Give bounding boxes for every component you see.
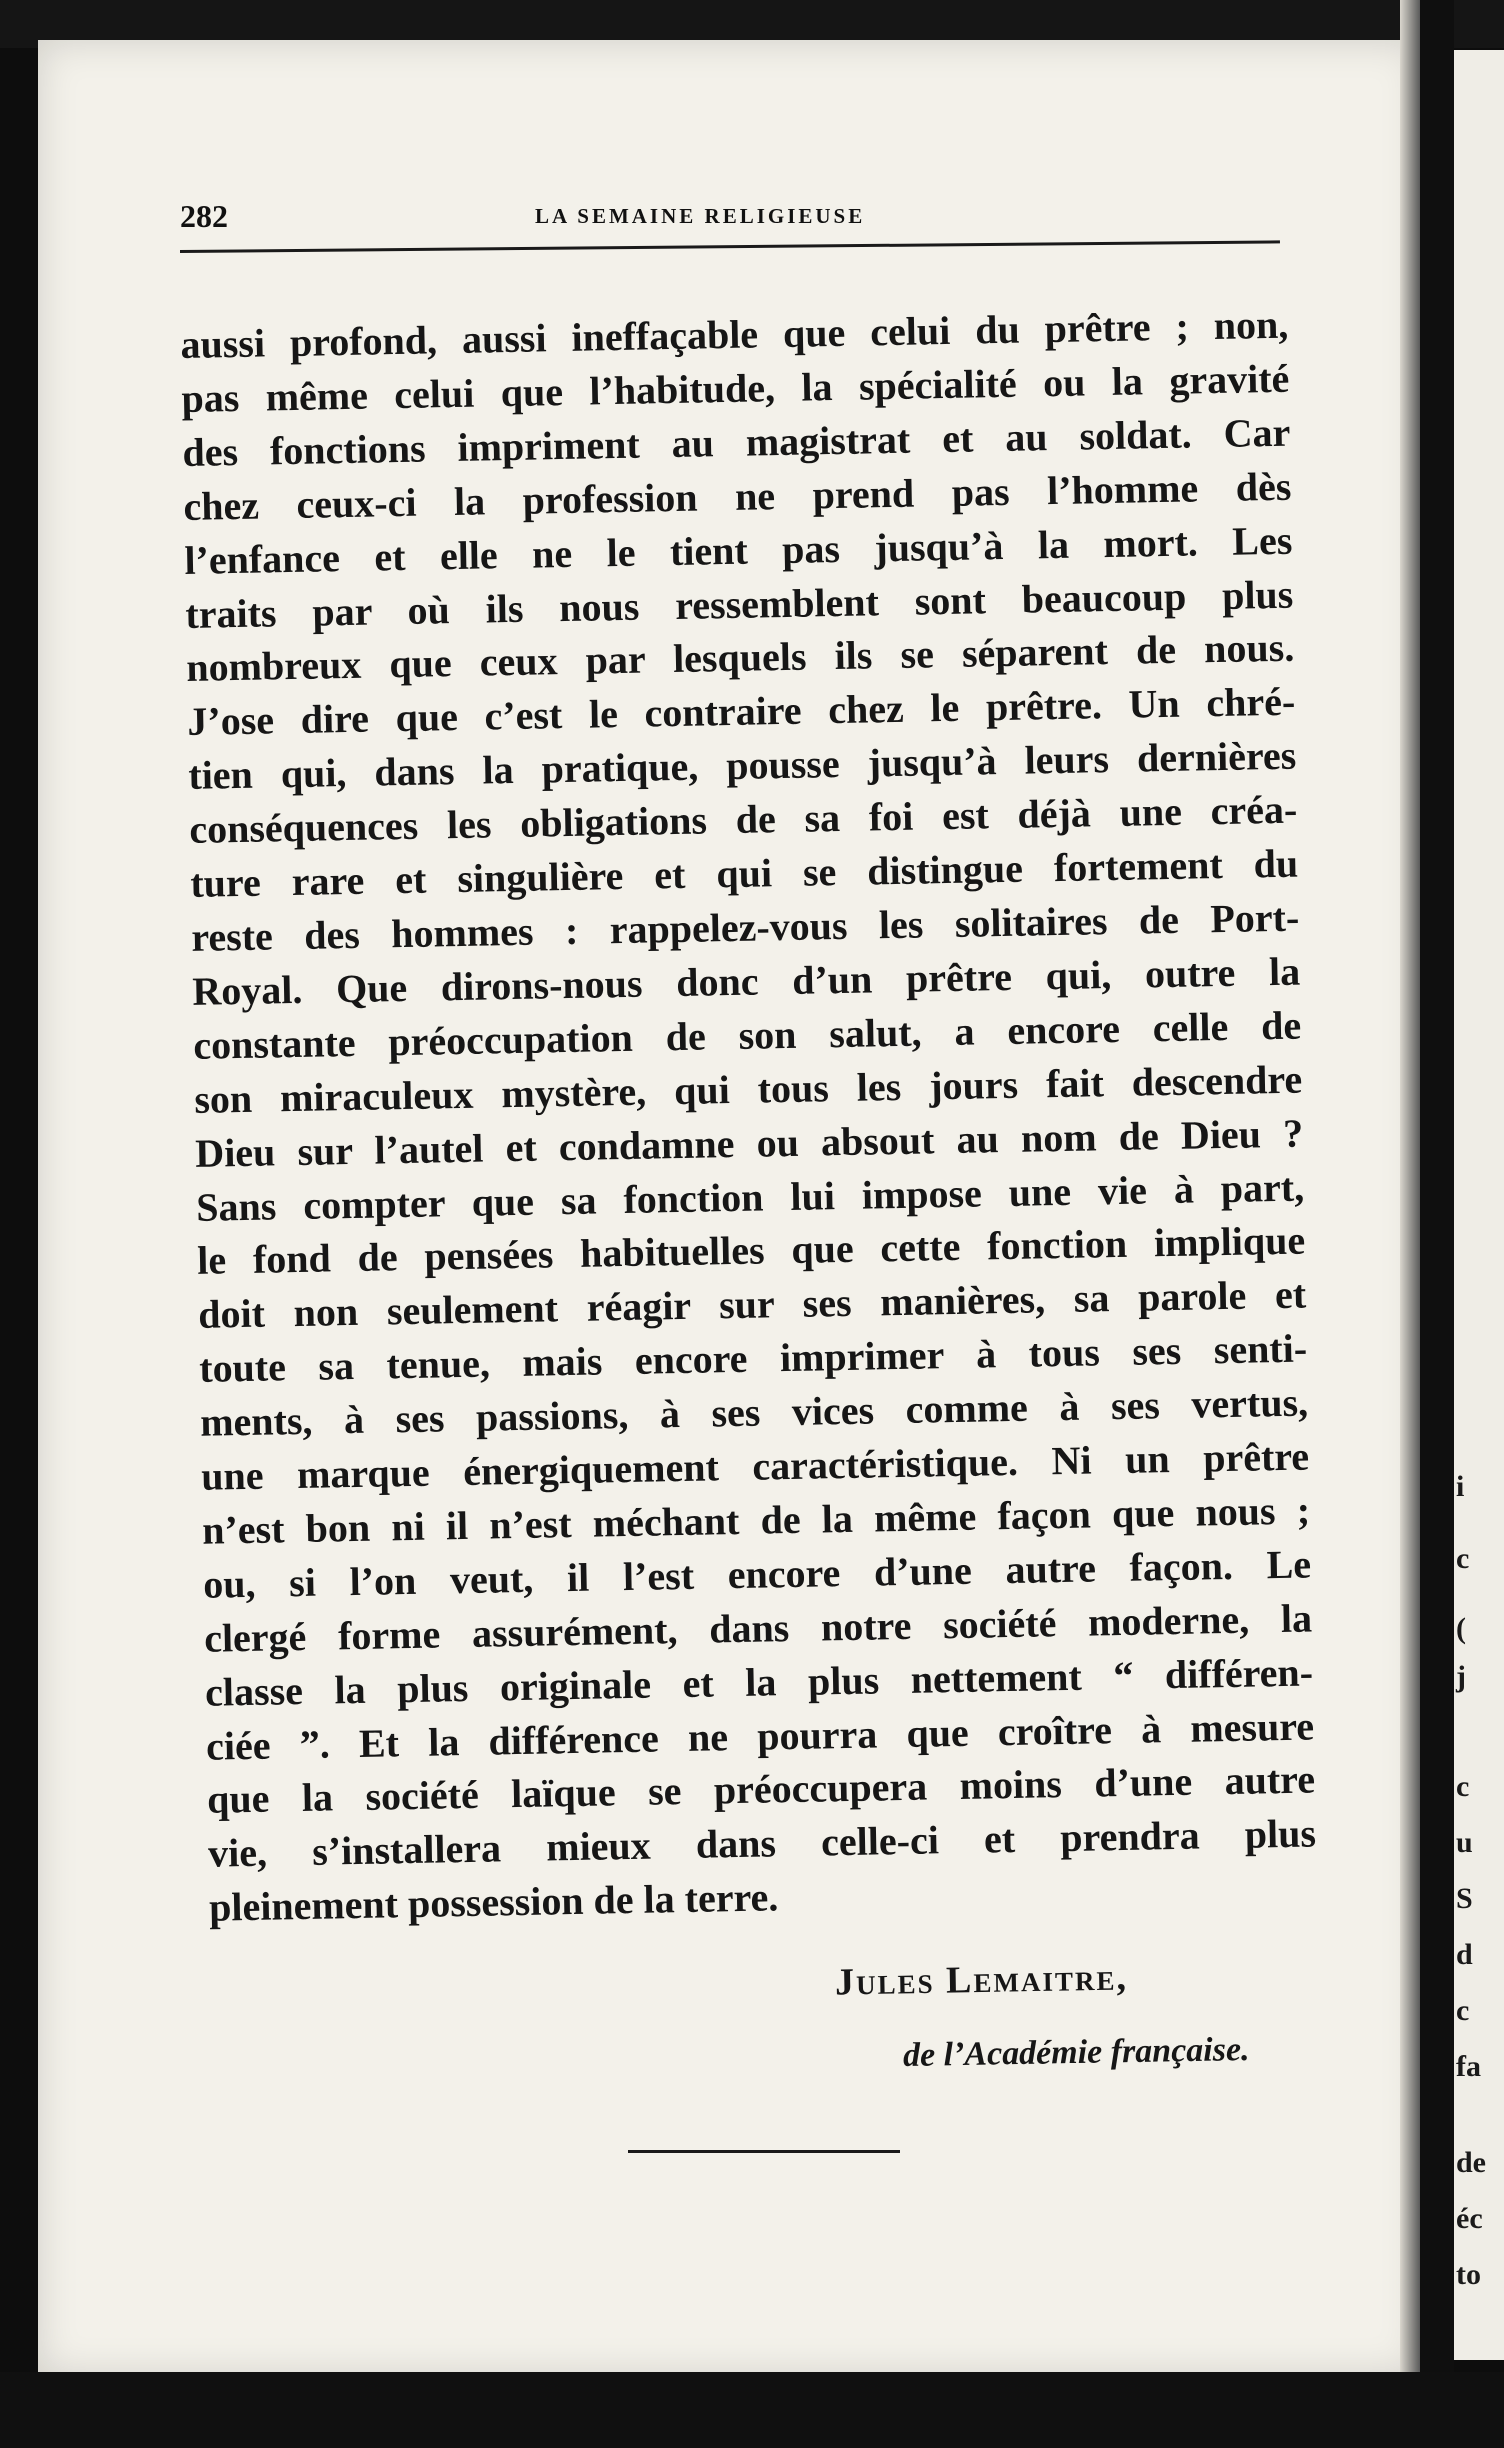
text-line: J’ose dire que c’est le contraire chez le prêtre. Un chré- [186,678,1296,745]
text-line: pas même celui que l’habitude, la spécialité ou la gravité [181,355,1290,421]
text-line: ments, à ses passions, à ses vices comme à ses vertus, [199,1379,1309,1445]
fragment: i [1456,1470,1465,1503]
text-line: Dieu sur l’autel et condamne ou absout au nom de Dieu ? [194,1110,1304,1176]
text-line: constante préoccupation de son salut, a encore celle de [192,1002,1302,1068]
fragment: c [1456,1770,1470,1803]
end-rule [628,2150,900,2153]
fragment: to [1456,2258,1481,2291]
scan-binding-shadow [1420,0,1454,2448]
text-line: l’enfance et elle ne le tient pas jusqu’à la mort. Les [184,517,1293,583]
text-line: vie, s’installera mieux dans celle-ci et prendra plus [207,1810,1317,1877]
text-line: classe la plus originale et la plus nettement “ différen- [204,1649,1314,1715]
fragment: u [1456,1826,1473,1859]
text-line: conséquences les obligations de sa foi est déjà une créa- [188,786,1298,853]
page-header [180,198,1280,238]
text-line: ou, si l’on veut, il l’est encore d’une autre façon. Le [202,1541,1312,1607]
text-line: clergé forme assurément, dans notre société moderne, la [203,1595,1313,1661]
text-line: ciée ”. Et la différence ne pourra que croître à mesure [205,1703,1315,1769]
fragment: éc [1456,2202,1483,2235]
text-line: son miraculeux mystère, qui tous les jours fait descendre [193,1056,1303,1122]
page-gutter [1400,0,1420,2400]
text-line: Royal. Que dirons-nous donc d’un prêtre qui, outre la [191,948,1301,1014]
text-line: Sans compter que sa fonction lui impose une vie à part, [195,1164,1305,1230]
text-line: tien qui, dans la pratique, pousse jusqu’à leurs dernières [187,732,1297,799]
fragment: c [1456,1542,1470,1575]
text-line: reste des hommes : rappelez-vous les solitaires de Port- [190,894,1300,960]
text-line: aussi profond, aussi ineffaçable que celui du prêtre ; non, [180,301,1289,367]
text-line: des fonctions impriment au magistrat et au soldat. Car [182,409,1291,475]
text-line: pleinement possession de la terre. [208,1874,779,1931]
fragment: ( [1456,1612,1466,1645]
author-affiliation: de l’Académie française. [902,2030,1250,2075]
text-line: nombreux que ceux par lesquels ils se séparent de nous. [186,625,1295,691]
author-signature: Jules Lemaitre, [834,1956,1129,2004]
text-line: une marque énergiquement caractéristique. Ni un prêtre [200,1433,1310,1499]
text-line: n’est bon ni il n’est méchant de la même façon que nous ; [201,1487,1311,1553]
fragment: de [1456,2146,1486,2179]
running-title: LA SEMAINE RELIGIEUSE [535,204,866,228]
fragment: c [1456,1994,1470,2027]
adjacent-page-edge [1454,50,1504,2360]
scan-frame-bottom [0,2372,1504,2448]
text-line: ture rare et singulière et qui se distingue fortement du [189,840,1299,906]
fragment: fa [1456,2050,1481,2083]
text-line: toute sa tenue, mais encore imprimer à tous ses senti- [198,1325,1308,1392]
text-line: doit non seulement réagir sur ses manières, sa parole et [197,1271,1307,1338]
text-line: traits par où ils nous ressemblent sont beaucoup plus [185,571,1294,637]
text-line: que la société laïque se préoccupera moins d’une autre [206,1756,1316,1823]
fragment: S [1456,1882,1473,1915]
page-number: 282 [180,198,228,234]
text-line: chez ceux-ci la profession ne prend pas l’homme dès [183,463,1292,529]
fragment: d [1456,1938,1473,1971]
text-line: le fond de pensées habituelles que cette fonction implique [196,1217,1306,1284]
article-body [180,298,1317,1935]
fragment: j [1456,1660,1466,1693]
